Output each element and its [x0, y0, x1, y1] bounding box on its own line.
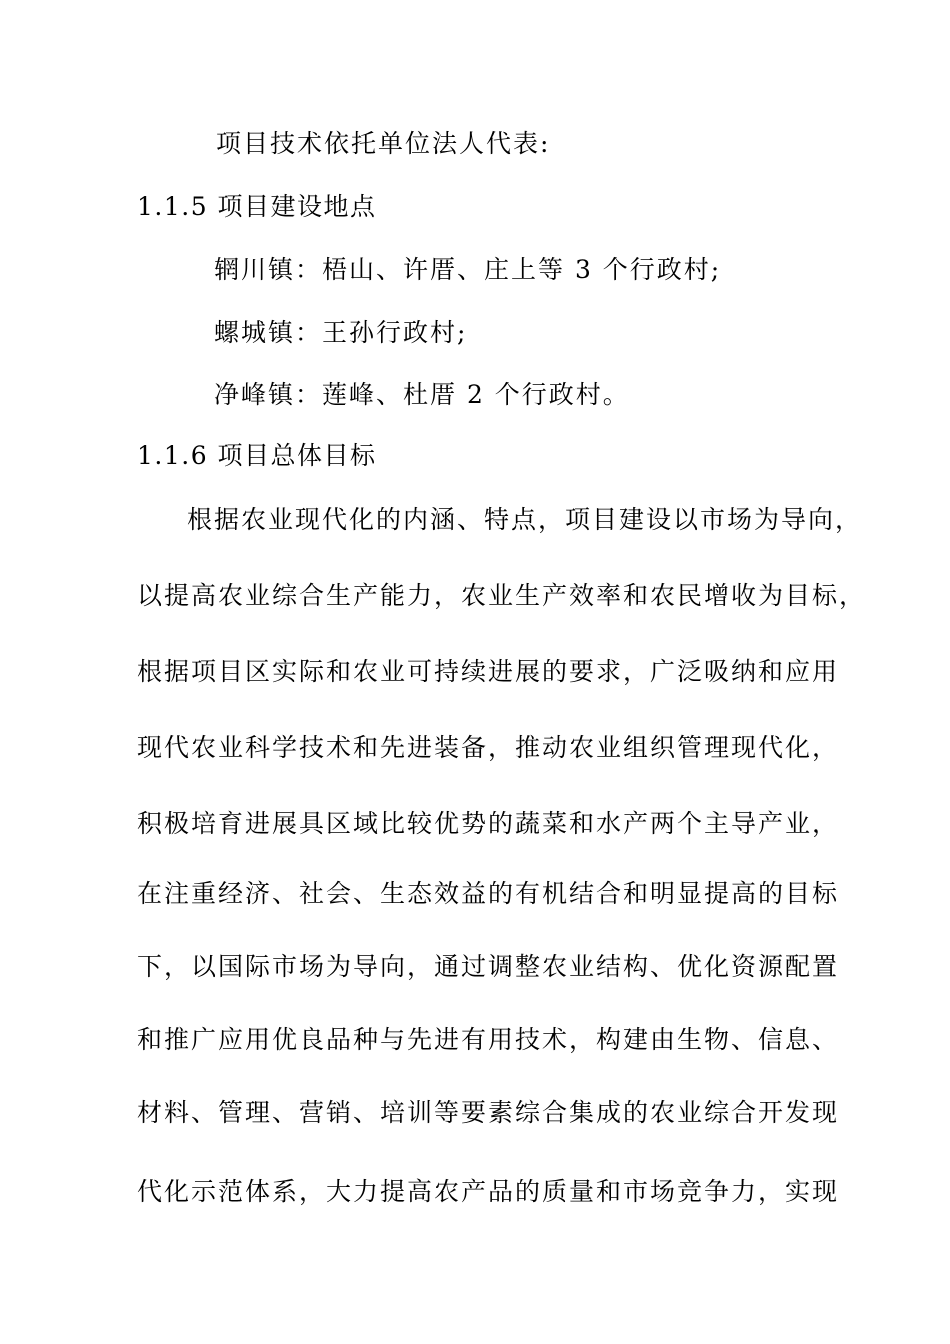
paragraph-line: 以提高农业综合生产能力，农业生产效率和农民增收为目标， [137, 581, 867, 610]
section-116-heading: 1.1.6 项目总体目标 [137, 441, 377, 470]
location-item: 净峰镇：莲峰、杜厝 2 个行政村。 [214, 380, 630, 409]
location-item: 辋川镇：梧山、许厝、庄上等 3 个行政村; [214, 255, 722, 284]
section-115-heading: 1.1.5 项目建设地点 [137, 192, 377, 221]
paragraph-line: 代化示范体系，大力提高农产品的质量和市场竞争力，实现 [137, 1177, 840, 1206]
paragraph-line: 下，以国际市场为导向，通过调整农业结构、优化资源配置 [137, 952, 840, 981]
paragraph-line: 积极培育进展具区域比较优势的蔬菜和水产两个主导产业， [137, 809, 840, 838]
paragraph-line: 和推广应用优良品种与先进有用技术，构建由生物、信息、 [137, 1025, 840, 1054]
location-item: 螺城镇：王孙行政村; [214, 318, 468, 347]
paragraph-line: 在注重经济、社会、生态效益的有机结合和明显提高的目标 [137, 879, 840, 908]
paragraph-line: 根据农业现代化的内涵、特点，项目建设以市场为导向， [187, 505, 863, 534]
paragraph-line: 根据项目区实际和农业可持续进展的要求，广泛吸纳和应用 [137, 657, 840, 686]
representative-line: 项目技术依托单位法人代表: [216, 129, 551, 158]
paragraph-line: 材料、管理、营销、培训等要素综合集成的农业综合开发现 [137, 1098, 840, 1127]
paragraph-line: 现代农业科学技术和先进装备，推动农业组织管理现代化， [137, 733, 840, 762]
